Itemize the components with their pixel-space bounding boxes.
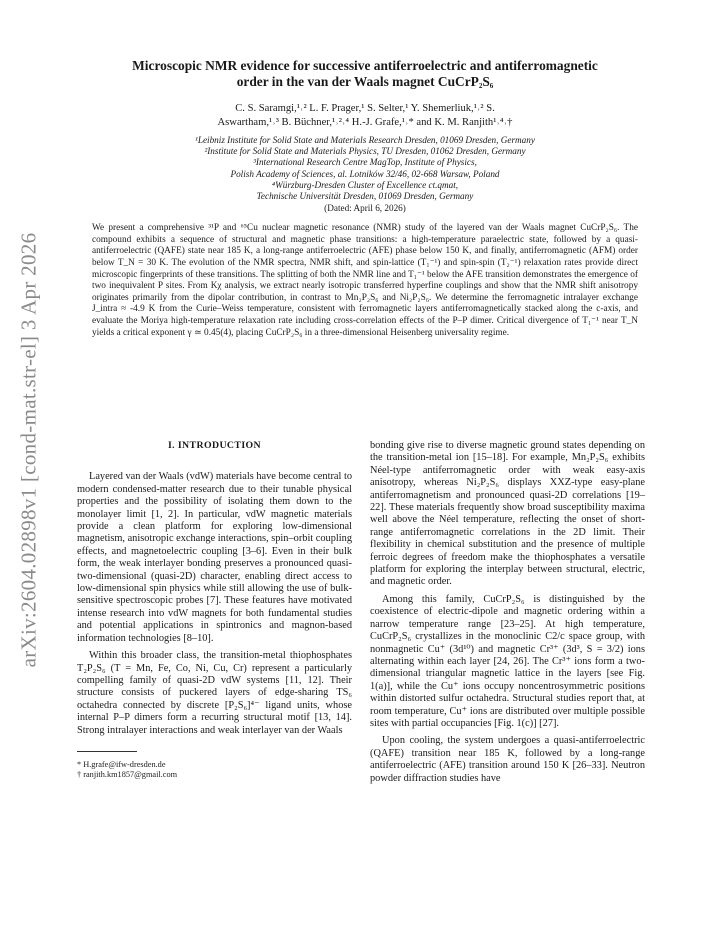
intro-paragraph-2: Within this broader class, the transition-metal thiophosphates T₂P₂S₆ (T = Mn, Fe, Co, Ni, Cu, Cr) represent a particularly compelling family of quasi-2D vdW systems [11, 12]. Their structure consists of puckered layers of edge-sharing TS₆ octahedra connected by discrete [P₂S₆]⁴⁻ ligand units, whose internal P–P dimers form a recurring structural motif [13, 14]. Strong intralayer interactions and weak interlayer van der Waals <box>77 650 352 736</box>
footnote-email-ranjith[interactable]: † ranjith.km1857@gmail.com <box>77 770 178 780</box>
author-list <box>70 102 660 129</box>
footnote-divider <box>77 751 137 752</box>
title-line-1: Microscopic NMR evidence for successive antiferroelectric and antiferromagnetic <box>132 58 598 73</box>
paper-title: Microscopic NMR evidence for successive antiferroelectric and antiferromagnetic order in the van der Waals magnet $CuCrP_2S_6$ <box>132 58 598 90</box>
section-heading: I. INTRODUCTION <box>167 440 262 451</box>
footnotes <box>77 760 352 781</box>
affiliation-3-cont: Polish Academy of Sciences, al. Lotników 32/46, 02-668 Warsaw, Poland <box>230 168 500 179</box>
affiliation-4-cont: Technische Universität Dresden, 01069 Dresden, Germany <box>256 191 474 202</box>
footnote-email-grafe[interactable]: * H.grafe@ifw-dresden.de <box>77 759 166 769</box>
affiliation-3: ³International Research Centre MagTop, Institute of Physics, <box>253 157 477 168</box>
affiliations <box>70 135 660 202</box>
authors-line-1: C. S. Saramgi,¹˒² L. F. Prager,¹ S. Selter,¹ Y. Shemerliuk,¹˒² S. <box>235 103 495 114</box>
intro-paragraph-1: Layered van der Waals (vdW) materials have become central to modern condensed-matter research due to their tunable physical properties and the possibility of isolating them down to the monolayer limit [1, 2]. In particular, vdW magnetic materials provide a clean platform for exploring low-dimensional magnetism, anisotropic exchange interactions, spin–orbit coupling effects, and magnetoelectric coupling [3–6]. Even in their bulk form, the weak interlayer bonding preserves a pronounced quasi-two-dimensional (quasi-2D) character, enabling direct access to low-dimensional spin physics while still allowing the use of bulk-sensitive spectroscopic probes [7]. These features have motivated intense research into vdW magnets for both fundamental studies and potential applications in spintronics and magnon-based information technologies [8–10]. <box>77 471 352 644</box>
right-column <box>370 440 645 785</box>
title-line-2: order in the van der Waals magnet CuCrP <box>236 74 479 89</box>
intro-paragraph-3: bonding give rise to diverse magnetic ground states depending on the transition-metal ion [15–18]. For example, Mn₂P₂S₆ exhibits Néel-type antiferromagnetic order with weak easy-axis anisotropy, whereas Ni₂P₂S₆ displays XXZ-type easy-plane antiferromagnetism and pronounced quasi-2D correlations [19–22]. These materials frequently show broad susceptibility maxima well above the Néel temperature, reflecting the onset of short-range antiferromagnetic correlations in the 2D limit. Their flexibility in chemical substitution and the presence of multiple ferroic degrees of freedom make the thiophosphates a versatile platform for exploring the interplay between structural, electric, and magnetic order. <box>370 440 645 588</box>
affiliation-2: ²Institute for Solid State and Materials Physics, TU Dresden, 01062 Dresden, Germany <box>204 146 526 157</box>
affiliation-1: ¹Leibniz Institute for Solid State and Materials Research Dresden, 01069 Dresden, Germany <box>195 135 535 145</box>
abstract: We present a comprehensive ³¹P and ⁶⁵Cu nuclear magnetic resonance (NMR) study of the layered van der Waals magnet CuCrP₂S₆. The compound exhibits a sequence of structural and magnetic phase transitions: a high-temperature paraelectric state, followed by a quasi-antiferroelectric (QAFE) state near 185 K, a long-range antiferroelectric (AFE) phase below 150 K, and finally, antiferromagnetic (AFM) order below T_N = 30 K. The evolution of the NMR spectra, NMR shift, and spin-lattice (T₁⁻¹) and spin-spin (T₂⁻¹) relaxation rates provide direct microscopic fingerprints of these transitions. The splitting of both the NMR line and T₁⁻¹ below the AFE transition demonstrates the emergence of two inequivalent P sites. From Kχ analysis, we extract nearly isotropic transferred hyperfine couplings and show that the NMR shift anisotropy originates primarily from the dipolar contribution, in contrast to Mn₂P₂S₆ and Ni₂P₂S₆. We determine the ferromagnetic intralayer exchange J_intra ≈ -4.9 K from the Curie–Weiss temperature, consistent with ferromagnetic layers antiferromagnetically stacked along the c-axis, and evaluate the Moriya high-temperature relaxation rate including cross-correlation effects of the P–P dimer. Critical divergence of T₁⁻¹ near T_N yields a critical exponent γ ≃ 0.45(4), placing CuCrP₂S₆ in a three-dimensional Heisenberg universality regime. <box>92 223 638 338</box>
left-column <box>77 440 352 781</box>
arxiv-identifier: arXiv:2604.02898v1 [cond-mat.str-el] 3 Apr 2026 <box>16 232 41 668</box>
paper-header <box>70 58 660 339</box>
intro-paragraph-4: Among this family, CuCrP₂S₆ is distinguished by the coexistence of electric-dipole and magnetic ordering within a narrow temperature range [23–25]. At high temperature, CuCrP₂S₆ crystallizes in the monoclinic C2/c space group, with nonmagnetic Cu⁺ (3d¹⁰) and magnetic Cr³⁺ (3d³, S = 3/2) ions alternating within each layer [24, 26]. The Cr³⁺ ions form a two-dimensional triangular magnetic lattice in the layers [see Fig. 1(a)], while the Cu⁺ ions occupy noncentrosymmetric positions within distorted sulfur octahedra. Structural studies report that, at room temperature, Cu⁺ ions are distributed over multiple possible sites with partial occupancies [Fig. 1(c)] [27]. <box>370 593 645 729</box>
intro-paragraph-5: Upon cooling, the system undergoes a quasi-antiferroelectric (QAFE) transition near 185 K, followed by a long-range antiferroelectric (AFE) transition around 150 K [26–33]. Neutron powder diffraction studies have <box>370 735 645 784</box>
affiliation-4: ⁴Würzburg-Dresden Cluster of Excellence ct.qmat, <box>271 179 459 190</box>
date-line: (Dated: April 6, 2026) <box>324 203 406 214</box>
arxiv-side-stamp <box>14 230 44 670</box>
authors-line-2: Aswartham,¹˒³ B. Büchner,¹˒²˒⁴ H.-J. Grafe,¹˒* and K. M. Ranjith¹˒⁴˒† <box>217 116 513 128</box>
